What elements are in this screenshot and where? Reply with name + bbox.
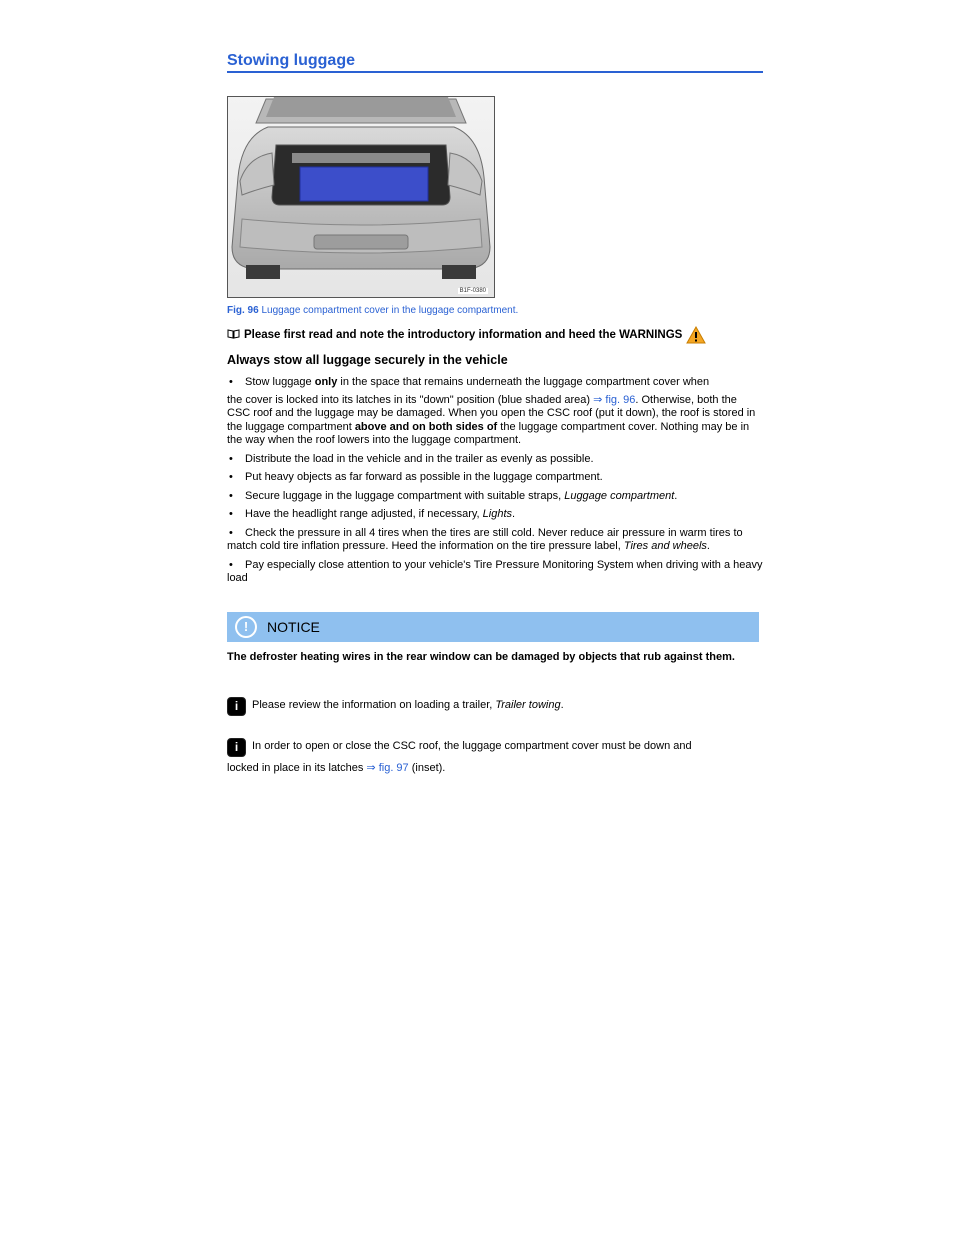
list-item bbox=[227, 508, 763, 522]
notice-exclamation-icon: ! bbox=[235, 616, 257, 638]
page-title: Stowing luggage bbox=[227, 52, 763, 73]
cross-reference[interactable]: Luggage compartment bbox=[564, 489, 675, 502]
list-item bbox=[227, 559, 763, 586]
info-icon: i bbox=[227, 738, 246, 757]
figure-caption-label: Fig. 96 bbox=[227, 305, 259, 316]
bullet-dot-icon: • bbox=[229, 376, 233, 388]
bullet-dot-icon: • bbox=[229, 508, 233, 520]
intro-note bbox=[227, 326, 706, 344]
text-bold: only bbox=[314, 376, 338, 388]
intro-text: Please first read and note the introductory information and heed the WARNINGS bbox=[244, 329, 683, 341]
text: Have the headlight range adjusted, if necessary, bbox=[245, 508, 483, 520]
text: In order to open or close the CSC roof, the luggage compartment cover must be down and bbox=[252, 740, 692, 752]
text: . bbox=[512, 508, 516, 520]
info-note-trailer bbox=[227, 697, 763, 716]
list-item bbox=[227, 453, 763, 467]
list-item bbox=[227, 376, 763, 390]
text: in the space that remains underneath the luggage compartment cover when bbox=[337, 376, 710, 388]
bullet-dot-icon: • bbox=[229, 558, 233, 571]
info-note-csc-roof bbox=[227, 738, 763, 776]
notice-text: The defroster heating wires in the rear window can be damaged by objects that rub against them. bbox=[227, 651, 735, 663]
cross-reference[interactable]: Lights bbox=[482, 508, 513, 520]
text: the cover is locked into its latches in its "down" position (blue shaded area) bbox=[227, 393, 594, 406]
text: . Otherwise, both the CSC roof and the luggage may be damaged. When you open the CSC roof (put it down), the roof is stored in the luggage compartment bbox=[227, 393, 756, 433]
figure-caption bbox=[227, 305, 518, 316]
bullet-dot-icon: • bbox=[229, 489, 233, 502]
fig-96-link[interactable]: ⇒ fig. 96 bbox=[593, 393, 636, 406]
cross-reference[interactable]: Tires and wheels bbox=[623, 540, 707, 552]
bullet-list bbox=[227, 376, 763, 591]
text: . bbox=[706, 540, 710, 552]
notice-label: NOTICE bbox=[267, 619, 320, 635]
text: Please review the information on loading a trailer, bbox=[252, 699, 496, 711]
car-rear-trunk-illustration bbox=[228, 97, 494, 297]
text: the luggage compartment cover. Nothing may be in the way when the roof lowers into the luggage compartment. bbox=[227, 420, 750, 446]
bullet-dot-icon: • bbox=[229, 471, 233, 483]
text: Distribute the load in the vehicle and in the trailer as evenly as possible. bbox=[245, 452, 594, 465]
text-bold: above and on both sides of bbox=[354, 420, 498, 433]
list-item bbox=[227, 490, 763, 504]
text: (inset). bbox=[408, 762, 446, 774]
cross-reference[interactable]: Trailer towing bbox=[495, 699, 561, 711]
bullet-dot-icon: • bbox=[229, 526, 233, 539]
warning-triangle-icon[interactable] bbox=[686, 326, 706, 344]
list-item bbox=[227, 527, 763, 554]
text: Pay especially close attention to your vehicle's Tire Pressure Monitoring System when driving with a heavy load bbox=[227, 558, 763, 584]
fig-97-link[interactable]: ⇒ fig. 97 bbox=[366, 762, 409, 774]
book-icon bbox=[227, 328, 240, 342]
list-item bbox=[227, 471, 763, 485]
text: Check the pressure in all 4 tires when the tires are still cold. Never reduce air pressure in warm tires to match cold tire inflation pressure. Heed the information on the tire pressure label, bbox=[227, 526, 743, 552]
text: . bbox=[674, 489, 678, 502]
section-subheading: Always stow all luggage securely in the vehicle bbox=[227, 353, 508, 367]
info-icon: i bbox=[227, 697, 246, 716]
text: Secure luggage in the luggage compartment with suitable straps, bbox=[245, 489, 565, 502]
bullet-dot-icon: • bbox=[229, 452, 233, 465]
paragraph bbox=[227, 394, 763, 448]
text: Put heavy objects as far forward as possible in the luggage compartment. bbox=[245, 471, 603, 483]
text: Stow luggage bbox=[245, 376, 315, 388]
text: . bbox=[560, 699, 564, 711]
notice-box bbox=[227, 612, 759, 642]
text: locked in place in its latches bbox=[227, 762, 367, 774]
figure-id-label: B1F-0380 bbox=[459, 288, 486, 294]
figure-caption-text: Luggage compartment cover in the luggage compartment. bbox=[261, 305, 519, 316]
figure-96 bbox=[227, 96, 495, 298]
